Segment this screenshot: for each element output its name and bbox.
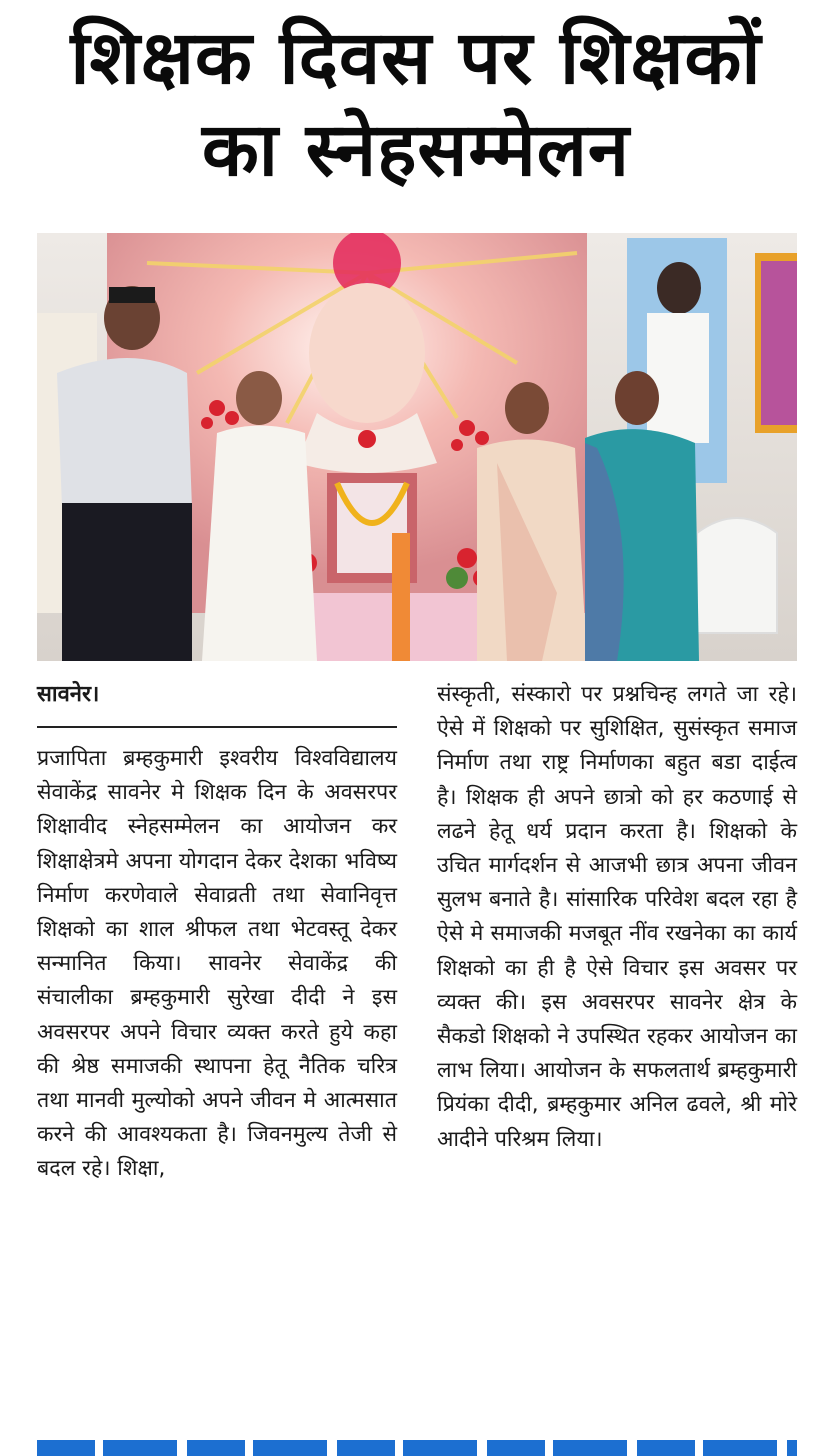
article-column-left [37,672,397,1187]
dateline-rule [37,726,397,728]
headline-line-1: शिक्षक दिवस पर शिक्षकों [70,15,762,101]
article-column-right [437,672,797,1157]
article-paragraph-left: प्रजापिता ब्रम्हकुमारी इश्वरीय विश्वविद्यालय सेवाकेंद्र सावनेर मे शिक्षक दिन के अवसरपर शिक्षावीद स्नेहसम्मेलन का आयोजन कर शिक्षाक्षेत्रमे अपना योगदान देकर देशका भविष्य निर्माण करणेवाले सेवाव्रती तथा सेवानिवृत्त शिक्षको का शाल श्रीफल तथा भेटवस्तू देकर सन्मानित किया। सावनेर सेवाकेंद्र की संचालीका ब्रम्हकुमारी सुरेखा दीदी ने इस अवसरपर अपने विचार व्यक्त करते हुये कहा की श्रेष्ठ समाजकी स्थापना हेतू नैतिक चरित्र तथा मानवी मुल्योको अपने जीवन मे आत्मसात करने की आवश्यकता है। जिवनमुल्य तेजी से बदल रहे। शिक्षा, [37,746,397,1182]
article-headline [20,12,812,196]
next-headline-strip [37,1440,797,1456]
article-dateline: सावनेर। [37,682,100,707]
article-photo [37,233,797,661]
next-article-headline-cutoff [37,1440,797,1456]
headline-line-2: का स्नेहसम्मेलन [201,107,631,193]
article-paragraph-right: संस्कृती, संस्कारो पर प्रश्नचिन्ह लगते जा रहे। ऐसे में शिक्षको पर सुशिक्षित, सुसंस्कृत समाज निर्माण तथा राष्ट्र निर्माणका बहुत बडा दाईत्व है। शिक्षक ही अपने छात्रो को हर कठणाई से लढने हेतू धर्य प्रदान करता है। शिक्षको के उचित मार्गदर्शन से आजभी छात्र अपना जीवन सुलभ बनाते है। सांसारिक परिवेश बदल रहा है ऐसे मे समाजकी मजबूत नींव रखनेका का कार्य शिक्षको का ही है ऐसे विचार इस अवसर पर व्यक्त की। इस अवसरपर सावनेर क्षेत्र के सैकडो शिक्षको ने उपस्थित रहकर आयोजन का लाभ लिया। आयोजन के सफलतार्थ ब्रम्हकुमारी प्रियंका दीदी, ब्रम्हकुमार अनिल ढवले, श्री मोरे आदीने परिश्रम लिया। [437,682,797,1152]
